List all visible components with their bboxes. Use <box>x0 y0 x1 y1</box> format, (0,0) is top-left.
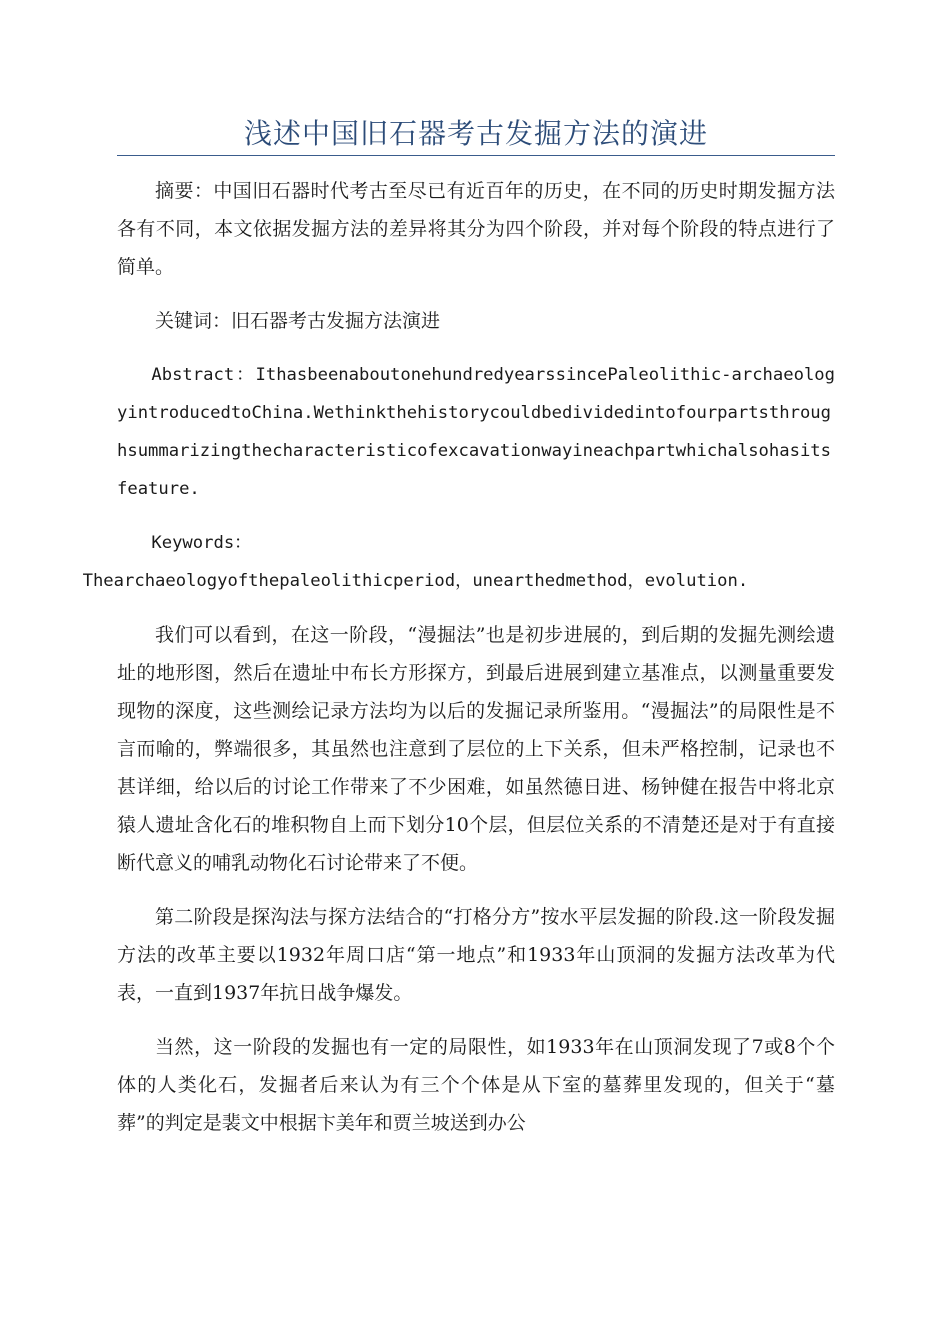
document-body <box>82 172 835 1158</box>
body-paragraph: 第二阶段是探沟法与探方法结合的“打格分方”按水平层发掘的阶段.这一阶段发掘方法的改革主要以1932年周口店“第一地点”和1933年山顶洞的发掘方法改革为代表，一直到1937年抗日战争爆发。 <box>117 906 835 1004</box>
keywords-english <box>82 524 835 600</box>
keywords-english-text: Thearchaeologyofthepaleolithicperiod，unearthedmethod，evolution. <box>82 571 749 591</box>
keywords-english-label: Keywords： <box>151 533 252 553</box>
title-underline <box>117 155 835 156</box>
keywords-chinese: 关键词：旧石器考古发掘方法演进 <box>155 310 441 332</box>
body-paragraph: 我们可以看到，在这一阶段，“漫掘法”也是初步进展的，到后期的发掘先测绘遗址的地形图，然后在遗址中布长方形探方，到最后进展到建立基准点，以测量重要发现物的深度，这些测绘记录方法均为以后的发掘记录所鉴用。“漫掘法”的局限性是不言而喻的，弊端很多，其虽然也注意到了层位的上下关系，但未严格控制，记录也不甚详细，给以后的讨论工作带来了不少困难，如虽然德日进、杨钟健在报告中将北京猿人遗址含化石的堆积物自上而下划分10个层，但层位关系的不清楚还是对于有直接断代意义的哺乳动物化石讨论带来了不便。 <box>117 624 835 874</box>
abstract-english: Abstract：IthasbeenaboutonehundredyearssincePaleolithic-archaeologyintroducedtoChina.Wethinkthehistorycouldbedividedintofourpartsthroughsummarizingthecharacteristicofexcavationwayineachpartwhichalsohasitsfeature. <box>117 365 835 499</box>
body-paragraph: 当然，这一阶段的发掘也有一定的局限性，如1933年在山顶洞发现了7或8个个体的人类化石，发掘者后来认为有三个个体是从下室的墓葬里发现的，但关于“墓葬”的判定是裴文中根据卞美年和贾兰坡送到办公 <box>117 1036 835 1134</box>
document-title: 浅述中国旧石器考古发掘方法的演进 <box>243 117 708 150</box>
abstract-chinese: 摘要：中国旧石器时代考古至尽已有近百年的历史，在不同的历史时期发掘方法各有不同，本文依据发掘方法的差异将其分为四个阶段，并对每个阶段的特点进行了简单。 <box>117 180 835 278</box>
